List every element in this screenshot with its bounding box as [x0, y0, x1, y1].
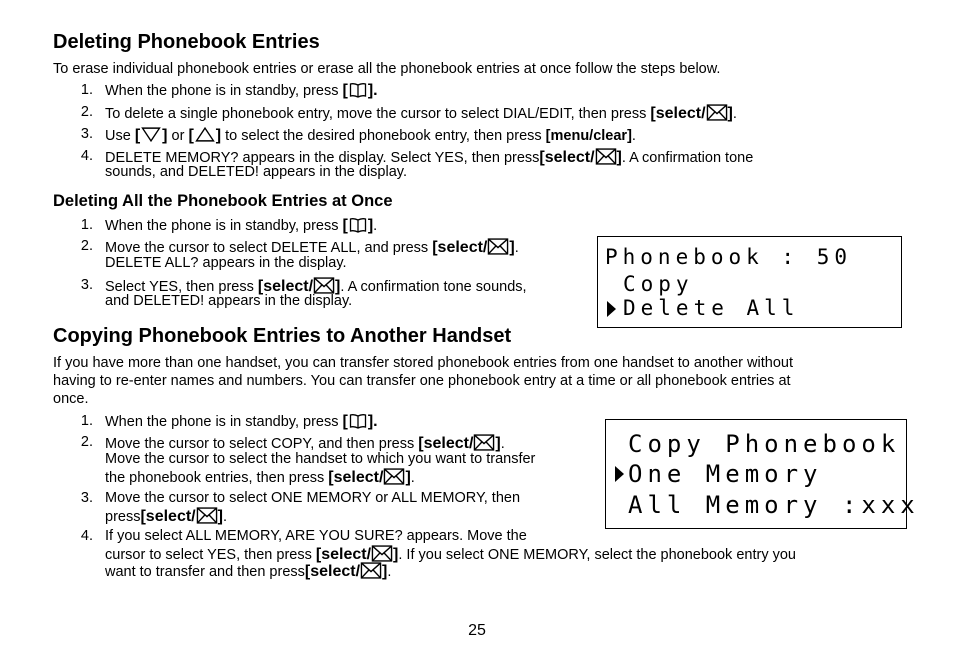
down-arrow-icon: [140, 126, 162, 143]
envelope-icon: [706, 104, 728, 121]
lcd-display-copy: [605, 419, 920, 529]
step-number: 4.: [80, 528, 93, 544]
lcd-display-phonebook: [597, 236, 902, 328]
envelope-icon: [595, 148, 617, 165]
step-number: 2.: [80, 434, 93, 450]
step-number: 2.: [80, 104, 93, 120]
phonebook-icon: [348, 82, 368, 98]
step-text-line2: DELETE ALL? appears in the display.: [105, 255, 347, 271]
envelope-icon: [473, 434, 495, 451]
step-text-line3: the phonebook entries, then press [select/ ].: [105, 469, 415, 486]
phonebook-icon: [348, 413, 368, 429]
step-text-line2: sounds, and DELETED! appears in the display.: [105, 164, 407, 180]
step-text: When the phone is in standby, press [ ].: [105, 82, 378, 99]
step-number: 3.: [80, 277, 93, 293]
step-number: 4.: [80, 148, 93, 164]
step-text: To delete a single phonebook entry, move the cursor to select DIAL/EDIT, then press [select/ ].: [105, 105, 737, 122]
envelope-icon: [313, 277, 335, 294]
step-text: Move the cursor to select DELETE ALL, and press [select/ ].: [105, 239, 519, 256]
lcd-line-all-memory: All Memory :xxx: [628, 491, 920, 519]
step-number: 1.: [80, 413, 93, 429]
step-number: 3.: [80, 126, 93, 142]
step-text-line2: press[select/ ].: [105, 508, 227, 525]
step-text: DELETE MEMORY? appears in the display. Select YES, then press[select/ ]. A confirmation tone: [105, 149, 754, 166]
section-title-copying: Copying Phonebook Entries to Another Handset: [53, 325, 512, 347]
lcd-line-delete-all: Delete All: [623, 296, 800, 320]
step-text-line2: Move the cursor to select the handset to which you want to transfer: [105, 451, 536, 467]
intro-copying-line2: having to re-enter names and numbers. You can transfer one phonebook entry at a time or all phonebook entries at: [53, 373, 791, 389]
step-number: 3.: [80, 490, 93, 506]
cursor-arrow-icon: [607, 301, 616, 320]
section-title-deleting: Deleting Phonebook Entries: [53, 31, 320, 53]
intro-deleting: To erase individual phonebook entries or erase all the phonebook entries at once follow the steps below.: [53, 61, 721, 77]
step-text: Select YES, then press [select/ ]. A confirmation tone sounds,: [105, 278, 527, 295]
lcd-line-copy: Copy: [623, 272, 694, 296]
step-number: 1.: [80, 82, 93, 98]
step-text-line2: cursor to select YES, then press [select/ ]. If you select ONE MEMORY, select the phonebook entry you: [105, 546, 796, 563]
page-number: 25: [468, 622, 486, 639]
step-text: Use [ ] or [ ] to select the desired phonebook entry, then press [menu/clear].: [105, 127, 636, 144]
cursor-arrow-icon: [615, 466, 624, 485]
step-text: When the phone is in standby, press [ ].: [105, 217, 378, 234]
up-arrow-icon: [194, 126, 216, 143]
phonebook-icon: [348, 217, 368, 233]
step-number: 2.: [80, 238, 93, 254]
step-text-line3: want to transfer and then press[select/ ].: [105, 563, 392, 580]
envelope-icon: [383, 468, 405, 485]
step-text: If you select ALL MEMORY, ARE YOU SURE? appears. Move the: [105, 528, 527, 544]
envelope-icon: [196, 507, 218, 524]
intro-copying-line1: If you have more than one handset, you can transfer stored phonebook entries from one handset to another without: [53, 355, 793, 371]
envelope-icon: [371, 545, 393, 562]
intro-copying-line3: once.: [53, 391, 89, 407]
step-text: When the phone is in standby, press [ ].: [105, 413, 378, 430]
step-text-line2: and DELETED! appears in the display.: [105, 293, 353, 309]
envelope-icon: [360, 562, 382, 579]
step-text: Move the cursor to select ONE MEMORY or ALL MEMORY, then: [105, 490, 521, 506]
lcd-line-title: Phonebook : 50: [605, 245, 853, 269]
subsection-title-delete-all: Deleting All the Phonebook Entries at Once: [53, 192, 393, 210]
lcd-line-title: Copy Phonebook: [628, 430, 901, 458]
step-number: 1.: [80, 217, 93, 233]
step-text: Move the cursor to select COPY, and then press [select/ ].: [105, 435, 505, 452]
envelope-icon: [487, 238, 509, 255]
lcd-line-one-memory: One Memory: [628, 460, 823, 488]
